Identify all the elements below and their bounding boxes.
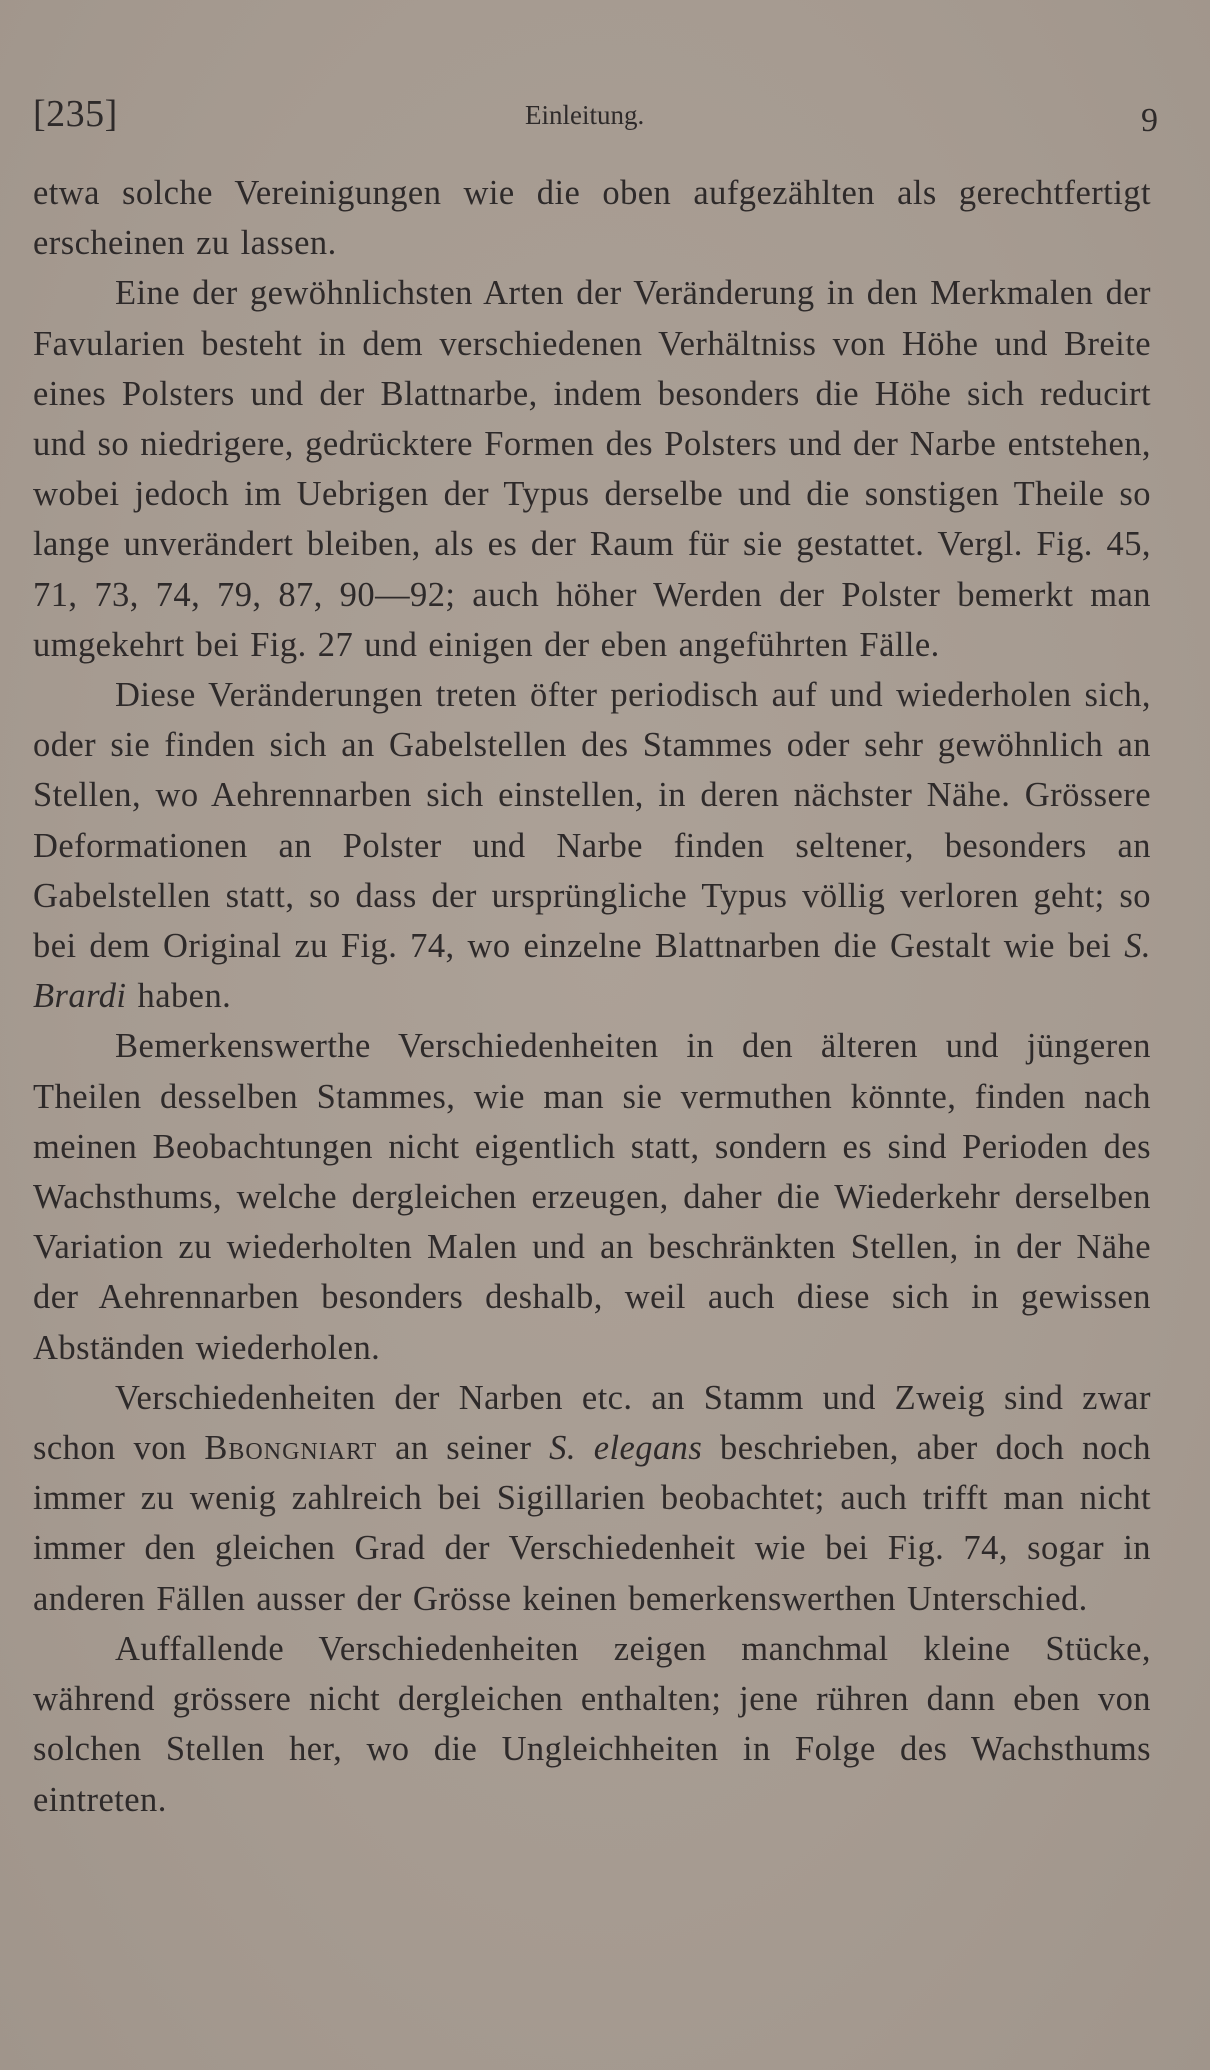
paragraph-3	[33, 670, 1151, 1021]
paragraph-6: Auffallende Verschiedenheiten zeigen manchmal kleine Stücke, während grössere nicht dergleichen enthalten; jene rühren dann eben von solchen Stellen her, wo die Ungleichheiten in Folge des Wachsthums eintreten.	[33, 1629, 1151, 1819]
species-name-brardi: S. Brardi	[33, 927, 1151, 1016]
body-text	[33, 168, 1151, 1825]
paragraph-4: Bemerkenswerthe Verschiedenheiten in den älteren und jüngeren Theilen desselben Stammes, wie man sie vermuthen könnte, finden nach meinen Beobachtungen nicht eigentlich statt, sondern es sind Perioden des Wachsthums, welche dergleichen erzeugen, daher die Wiederkehr derselben Variation zu wiederholten Malen und an beschränkten Stellen, in der Nähe der Aehrennarben besonders deshalb, weil auch diese sich in gewissen Abständen wiederholen.	[33, 1027, 1151, 1367]
original-page-number: [235]	[33, 93, 118, 135]
paragraph-3-text-a: Diese Veränderungen treten öfter periodisch auf und wiederholen sich, oder sie finden sich an Gabelstellen des Stammes oder sehr gewöhnlich an Stellen, wo Aehrennarben sich einstellen, in deren nächster Nähe. Grössere Deformationen an Polster und Narbe finden seltener, besonders an Gabelstellen statt, so dass der ursprüngliche Typus völlig verloren geht; so bei dem Original zu Fig. 74, wo einzelne Blattnarben die Gestalt wie bei	[33, 676, 1151, 966]
page-number: 9	[1141, 102, 1158, 139]
running-title: Einleitung.	[525, 100, 645, 130]
author-name: Bbongniart	[204, 1429, 378, 1468]
page-header	[33, 92, 1158, 152]
paragraph-1: etwa solche Vereinigungen wie die oben aufgezählten als gerechtfertigt erscheinen zu lassen.	[33, 174, 1151, 263]
paragraph-3-text-b: haben.	[126, 977, 232, 1016]
paragraph-5-text-c: beschrieben, aber doch noch immer zu wenig zahlreich bei Sigillarien beobachtet; auch trifft man nicht immer den gleichen Grad der Verschiedenheit wie bei Fig. 74, sogar in anderen Fällen ausser der Grösse keinen bemerkenswerthen Unterschied.	[33, 1429, 1152, 1618]
paragraph-5-text-a: Verschiedenheiten der Narben etc. an Stamm und Zweig sind zwar schon von	[33, 1378, 1151, 1468]
paragraph-5-text-b: an seiner	[377, 1429, 550, 1468]
species-name-elegans: S. elegans	[549, 1429, 703, 1468]
paragraph-5	[33, 1373, 1151, 1624]
paragraph-2: Eine der gewöhnlichsten Arten der Veränderung in den Merkmalen der Favularien besteht in dem verschiedenen Verhältniss von Höhe und Breite eines Polsters und der Blattnarbe, indem besonders die Höhe sich reducirt und so niedrigere, gedrücktere Formen des Polsters und der Narbe entstehen, wobei jedoch im Uebrigen der Typus derselbe und die sonstigen Theile so lange unverändert bleiben, als es der Raum für sie gestattet. Vergl. Fig. 45, 71, 73, 74, 79, 87, 90—92; auch höher Werden der Polster bemerkt man umgekehrt bei Fig. 27 und einigen der eben angeführten Fälle.	[33, 274, 1151, 664]
